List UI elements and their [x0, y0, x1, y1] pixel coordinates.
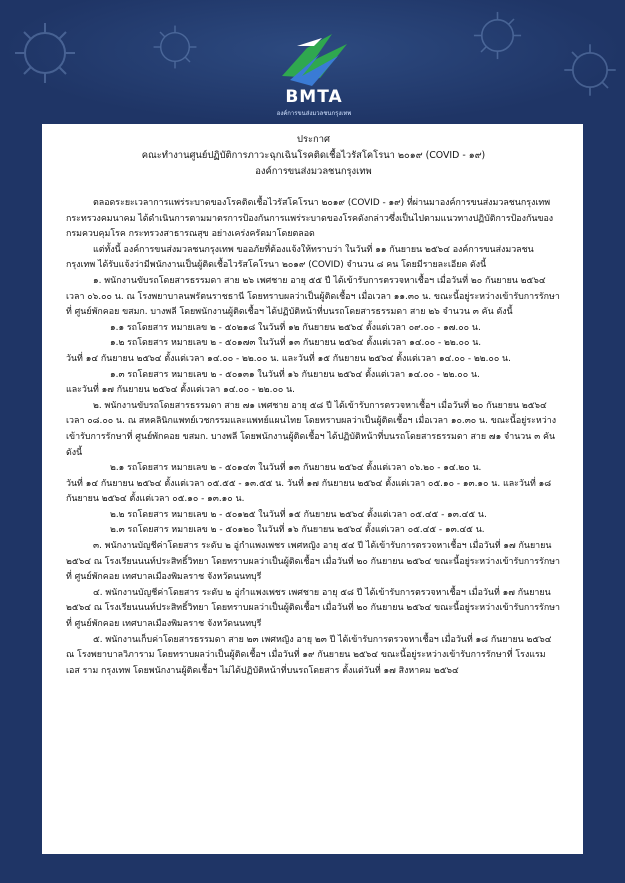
list-item: ๑.๒ รถโดยสาร หมายเลข ๒ - ๕๐๑๗๓ ในวันที่ ๑๓ กันยายน ๒๕๖๔ ตั้งแต่เวลา ๑๔.๐๐ - ๒๒.๐๐ น. — [110, 338, 482, 349]
virus-icon — [10, 18, 80, 88]
paragraph-case-4: ๔. พนักงานบัญชีค่าโดยสาร ระดับ ๒ อู่กำแพงเพชร เพศชาย อายุ ๕๘ ปี ได้เข้ารับการตรวจหาเชื้อฯ เมื่อวันที่ ๑๗ กันยายน ๒๕๖๔ ณ โรงเรียนนนท์ประสิทธิ์วิทยา โดยทราบผลว่าเป็นผู้ติดเชื้อฯ เมื่อวันที่ ๒๐ กันยายน ๒๕๖๔ ขณะนี้อยู่ระหว่างเข้ารับการรักษาที่ ศูนย์พักคอย เทศบาลเมืองพิมลราช จังหวัดนนทบุรี — [66, 587, 561, 630]
paragraph-intro: ตลอดระยะเวลาการแพร่ระบาดของโรคติดเชื้อไวรัสโคโรนา ๒๐๑๙ (COVID - ๑๙) ที่ผ่านมาองค์การขนส่งมวลชนกรุงเทพ กระทรวงคมนาคม ได้ดำเนินการตามมาตรการป้องกันการแพร่ระบาดของโรคดังกล่าวซึ่งเป็นไปตามแนวทางปฏิบัติการป้องกันของกรมควบคุมโรค กระทรวงสาธารณสุข อย่างเคร่งครัดมาโดยตลอด — [66, 198, 554, 240]
list-item-continuation: วันที่ ๑๔ กันยายน ๒๕๖๔ ตั้งแต่เวลา ๑๔.๐๐ - ๒๒.๐๐ น. และวันที่ ๑๕ กันยายน ๒๕๖๔ ตั้งแต่เวลา ๑๔.๐๐ - ๒๒.๐๐ น. — [66, 353, 511, 364]
paragraph-case-5: ๕. พนักงานเก็บค่าโดยสารธรรมดา สาย ๒๓ เพศหญิง อายุ ๒๓ ปี ได้เข้ารับการตรวจหาเชื้อฯ เมื่อวันที่ ๑๘ กันยายน ๒๕๖๔ ณ โรงพยาบาลวิภาราม โดยทราบผลว่าเป็นผู้ติดเชื้อฯ เมื่อวันที่ ๑๙ กันยายน ๒๕๖๔ ขณะนี้อยู่ระหว่างเข้ารับการรักษาที่ โรงแรม เอส ราม กรุงเทพ โดยพนักงานผู้ติดเชื้อฯ ไม่ได้ปฏิบัติหน้าที่บนรถโดยสาร ตั้งแต่วันที่ ๑๗ สิงหาคม ๒๕๖๔ — [66, 634, 552, 676]
announcement-line2: องค์การขนส่งมวลชนกรุงเทพ — [255, 166, 372, 177]
footer-band — [0, 854, 625, 883]
announcement-document — [42, 124, 583, 854]
header-banner — [0, 0, 625, 125]
virus-icon — [150, 22, 200, 72]
brand-name: BMTA — [285, 87, 343, 107]
paragraph-case-2: ๒. พนักงานขับรถโดยสารธรรมดา สาย ๗๑ เพศชาย อายุ ๕๘ ปี ได้เข้ารับการตรวจหาเชื้อฯ เมื่อวันที่ ๒๐ กันยายน ๒๕๖๔ เวลา ๐๘.๐๐ น. ณ สหคลินิกแพทย์เวชกรรมและแพทย์แผนไทย โดยทราบผลว่าเป็นผู้ติดเชื้อฯ เมื่อเวลา ๑๐.๓๐ น. ขณะนี้อยู่ระหว่างเข้ารับการรักษาที่ ศูนย์พักคอย ขสมก. บางพลี โดยพนักงานผู้ติดเชื้อฯ ได้ปฏิบัติหน้าที่บนรถโดยสารธรรมดา สาย ๗๑ จำนวน ๓ คัน ดังนี้ — [66, 400, 557, 458]
announcement-heading: ประกาศ — [297, 134, 330, 145]
virus-icon — [560, 40, 620, 100]
virus-icon — [470, 8, 525, 63]
list-item: ๑.๓ รถโดยสาร หมายเลข ๒ - ๕๐๑๓๑ ในวันที่ ๑๖ กันยายน ๒๕๖๔ ตั้งแต่เวลา ๑๔.๐๐ - ๒๒.๐๐ น. — [110, 369, 480, 380]
paragraph-notice: แต่ทั้งนี้ องค์การขนส่งมวลชนกรุงเทพ ขออภัยที่ต้องแจ้งให้ทราบว่า ในวันที่ ๑๑ กันยายน ๒๕๖๔ องค์การขนส่งมวลชนกรุงเทพ ได้รับแจ้งว่ามีพนักงานเป็นผู้ติดเชื้อไวรัสโคโรนา ๒๐๑๙ (COVID) จำนวน ๘ คน โดยมีรายละเอียด ดังนี้ — [66, 244, 534, 271]
paragraph-case-1: ๑. พนักงานขับรถโดยสารธรรมดา สาย ๒๖ เพศชาย อายุ ๕๕ ปี ได้เข้ารับการตรวจหาเชื้อฯ เมื่อวันที่ ๒๐ กันยายน ๒๕๖๔ เวลา ๐๖.๐๐ น. ณ โรงพยาบาลนพรัตนราชธานี โดยทราบผลว่าเป็นผู้ติดเชื้อฯ เมื่อเวลา ๑๑.๓๐ น. ขณะนี้อยู่ระหว่างเข้ารับการรักษาที่ ศูนย์พักคอย ขสมก. บางพลี โดยพนักงานผู้ติดเชื้อฯ ได้ปฏิบัติหน้าที่บนรถโดยสารธรรมดา สาย ๒๖ จำนวน ๓ คัน ดังนี้ — [66, 275, 560, 318]
list-item: ๒.๒ รถโดยสาร หมายเลข ๒ - ๕๐๑๒๕ ในวันที่ ๑๕ กันยายน ๒๕๖๔ ตั้งแต่เวลา ๐๕.๔๕ - ๑๓.๔๕ น. — [110, 509, 487, 520]
list-item-continuation: และวันที่ ๑๗ กันยายน ๒๕๖๔ ตั้งแต่เวลา ๑๔.๐๐ - ๒๒.๐๐ น. — [66, 385, 295, 396]
list-item-continuation: วันที่ ๑๔ กันยายน ๒๕๖๔ ตั้งแต่เวลา ๐๕.๕๕ - ๑๓.๕๕ น. วันที่ ๑๗ กันยายน ๒๕๖๔ ตั้งแต่เวลา ๐๕.๑๐ - ๑๓.๑๐ น. และวันที่ ๑๘ กันยายน ๒๕๖๔ ตั้งแต่เวลา ๐๕.๑๐ - ๑๓.๑๐ น. — [66, 478, 552, 505]
paragraph-case-3: ๓. พนักงานบัญชีค่าโดยสาร ระดับ ๒ อู่กำแพงเพชร เพศหญิง อายุ ๕๔ ปี ได้เข้ารับการตรวจหาเชื้อฯ เมื่อวันที่ ๑๗ กันยายน ๒๕๖๔ ณ โรงเรียนนนท์ประสิทธิ์วิทยา โดยทราบผลว่าเป็นผู้ติดเชื้อฯ เมื่อวันที่ ๒๐ กันยายน ๒๕๖๔ ขณะนี้อยู่ระหว่างเข้ารับการรักษาที่ ศูนย์พักคอย เทศบาลเมืองพิมลราช จังหวัดนนทบุรี — [66, 541, 561, 583]
announcement-line1: คณะทำงานศูนย์ปฏิบัติการภาวะฉุกเฉินโรคติดเชื้อไวรัสโคโรนา ๒๐๑๙ (COVID - ๑๙) — [141, 150, 486, 161]
list-item: ๒.๑ รถโดยสาร หมายเลข ๒ - ๕๐๑๔๓ ในวันที่ ๑๓ กันยายน ๒๕๖๔ ตั้งแต่เวลา ๐๖.๒๐ - ๑๔.๒๐ น. — [110, 463, 482, 474]
list-item: ๑.๑ รถโดยสาร หมายเลข ๒ - ๕๐๒๑๘ ในวันที่ ๑๒ กันยายน ๒๕๖๔ ตั้งแต่เวลา ๐๙.๐๐ - ๑๗.๐๐ น. — [110, 322, 481, 333]
announcement-title — [66, 132, 561, 180]
brand-subtitle: องค์การขนส่งมวลชนกรุงเทพ — [276, 110, 352, 117]
list-item: ๒.๓ รถโดยสาร หมายเลข ๒ - ๕๐๑๒๐ ในวันที่ ๑๖ กันยายน ๒๕๖๔ ตั้งแต่เวลา ๐๕.๔๕ - ๑๓.๔๕ น. — [110, 525, 485, 536]
